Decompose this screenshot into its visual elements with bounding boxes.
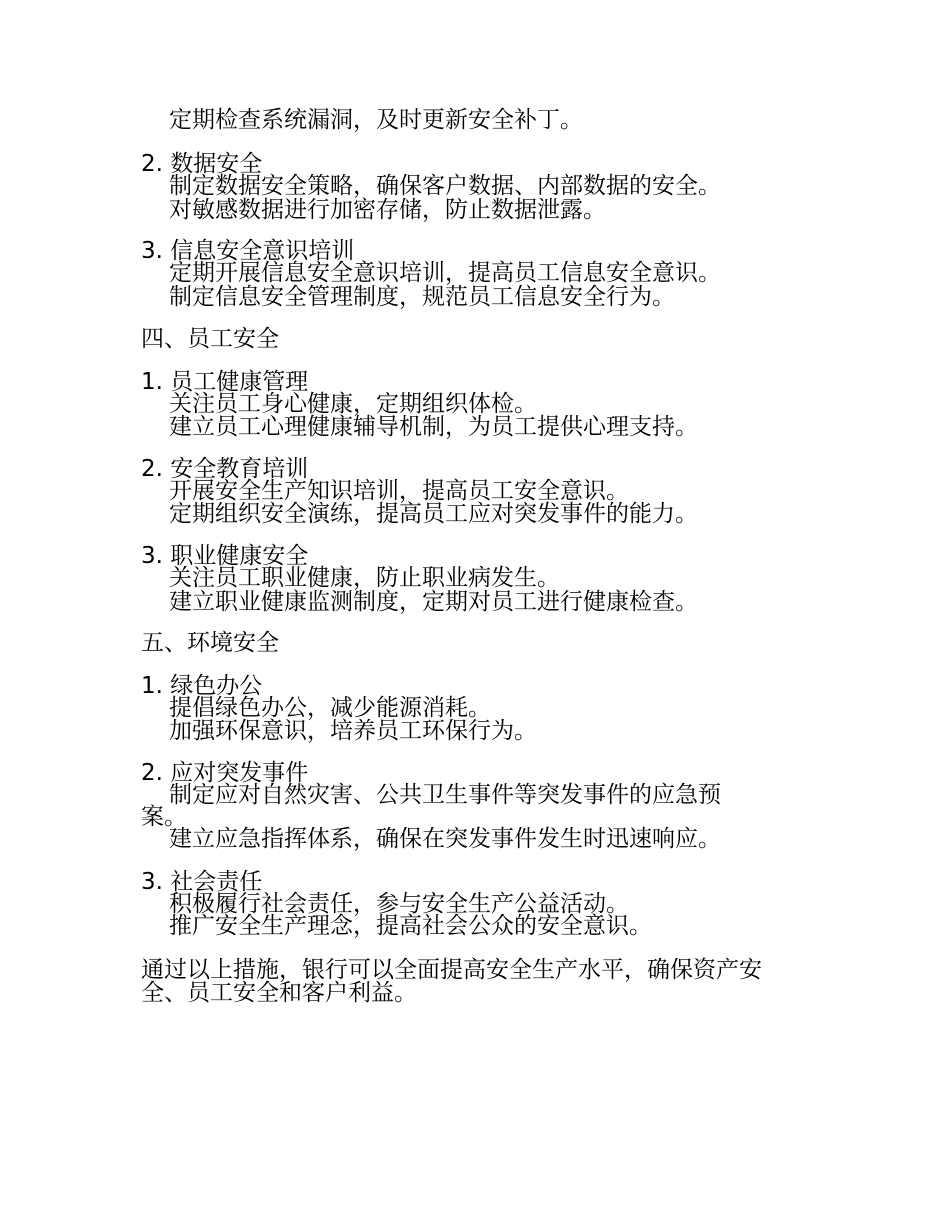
- item-heading: 2. 应对突发事件: [141, 760, 309, 786]
- body-text: 建立职业健康监测制度，定期对员工进行健康检查。: [169, 589, 698, 615]
- body-text: 制定数据安全策略，确保客户数据、内部数据的安全。: [169, 173, 721, 199]
- body-text: 加强环保意识，培养员工环保行为。: [169, 718, 537, 744]
- body-text: 关注员工职业健康，防止职业病发生。: [169, 565, 560, 591]
- body-text: 定期开展信息安全意识培训，提高员工信息安全意识。: [169, 260, 721, 286]
- body-text: 制定应对自然灾害、公共卫生事件等突发事件的应急预: [169, 782, 721, 808]
- section-heading: 四、员工安全: [141, 326, 279, 352]
- conclusion-text: 通过以上措施，银行可以全面提高安全生产水平，确保资产安: [141, 957, 762, 983]
- item-heading: 2. 数据安全: [141, 151, 263, 177]
- item-heading: 2. 安全教育培训: [141, 456, 309, 482]
- item-heading: 3. 信息安全意识培训: [141, 238, 355, 264]
- body-text: 积极履行社会责任，参与安全生产公益活动。: [169, 891, 629, 917]
- body-text: 案。: [141, 804, 187, 830]
- body-text: 提倡绿色办公，减少能源消耗。: [169, 695, 491, 721]
- item-heading: 3. 社会责任: [141, 869, 263, 895]
- item-heading: 3. 职业健康安全: [141, 543, 309, 569]
- body-text: 建立应急指挥体系，确保在突发事件发生时迅速响应。: [169, 826, 721, 852]
- conclusion-text: 全、员工安全和客户利益。: [141, 980, 417, 1006]
- section-heading: 五、环境安全: [141, 630, 279, 656]
- body-text: 推广安全生产理念，提高社会公众的安全意识。: [169, 913, 652, 939]
- body-text: 定期检查系统漏洞，及时更新安全补丁。: [169, 107, 583, 133]
- body-text: 建立员工心理健康辅导机制，为员工提供心理支持。: [169, 414, 698, 440]
- body-text: 定期组织安全演练，提高员工应对突发事件的能力。: [169, 501, 698, 527]
- body-text: 对敏感数据进行加密存储，防止数据泄露。: [169, 197, 606, 223]
- body-text: 开展安全生产知识培训，提高员工安全意识。: [169, 478, 629, 504]
- body-text: 制定信息安全管理制度，规范员工信息安全行为。: [169, 284, 675, 310]
- item-heading: 1. 绿色办公: [141, 673, 263, 699]
- body-text: 关注员工身心健康，定期组织体检。: [169, 391, 537, 417]
- item-heading: 1. 员工健康管理: [141, 369, 309, 395]
